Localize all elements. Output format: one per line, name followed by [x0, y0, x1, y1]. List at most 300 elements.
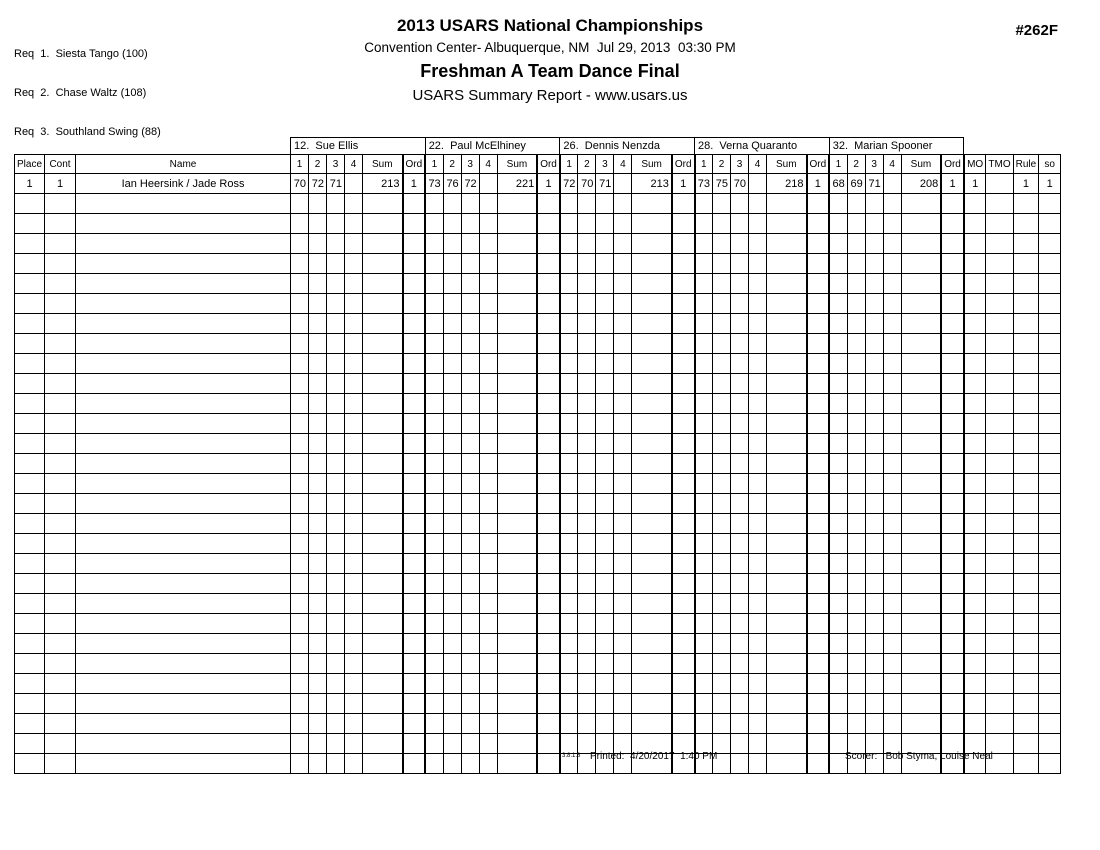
- tmo-cell: [986, 574, 1013, 594]
- score-cell: [829, 554, 847, 574]
- score-cell: [443, 654, 461, 674]
- score-cell: [829, 294, 847, 314]
- sum-cell: [363, 374, 403, 394]
- sum-cell: [767, 194, 807, 214]
- score-cell: [713, 434, 731, 454]
- place-cell: [15, 194, 45, 214]
- score-cell: [695, 474, 713, 494]
- cont-cell: [45, 274, 76, 294]
- sum-cell: [497, 394, 537, 414]
- score-cell: [614, 414, 632, 434]
- sum-cell: [767, 434, 807, 454]
- name-cell: [76, 474, 291, 494]
- sum-cell: [497, 414, 537, 434]
- sum-cell: [363, 554, 403, 574]
- score-cell: [614, 434, 632, 454]
- ord-cell: [672, 474, 695, 494]
- score-cell: [749, 194, 767, 214]
- score-cell: [695, 534, 713, 554]
- cont-cell: [45, 534, 76, 554]
- score-cell: [731, 254, 749, 274]
- empty-row: [15, 554, 1061, 574]
- score-cell: [461, 574, 479, 594]
- so-cell: [1039, 394, 1061, 414]
- sum-cell: [901, 594, 941, 614]
- score-cell: [578, 214, 596, 234]
- score-cell: [829, 274, 847, 294]
- score-cell: [327, 234, 345, 254]
- sum-cell: [363, 634, 403, 654]
- score-cell: [578, 254, 596, 274]
- rule-cell: [1013, 494, 1039, 514]
- ord-cell: [807, 374, 830, 394]
- score-cell: [291, 694, 309, 714]
- sum-cell: [901, 574, 941, 594]
- column-header: 3: [327, 155, 345, 174]
- score-cell: [479, 214, 497, 234]
- score-cell: [713, 514, 731, 534]
- place-cell: [15, 434, 45, 454]
- score-cell: [596, 674, 614, 694]
- score-cell: [443, 434, 461, 454]
- column-header: 4: [749, 155, 767, 174]
- tmo-cell: [986, 374, 1013, 394]
- ord-cell: [672, 614, 695, 634]
- score-cell: [829, 494, 847, 514]
- score-cell: [560, 254, 578, 274]
- score-cell: [713, 534, 731, 554]
- score-cell: [425, 714, 443, 734]
- score-cell: [425, 674, 443, 694]
- score-cell: [596, 474, 614, 494]
- score-cell: [309, 334, 327, 354]
- score-cell: [614, 574, 632, 594]
- ord-cell: [672, 294, 695, 314]
- score-cell: [865, 714, 883, 734]
- score-cell: [865, 474, 883, 494]
- sum-cell: 221: [497, 174, 537, 194]
- score-cell: [425, 314, 443, 334]
- empty-row: [15, 434, 1061, 454]
- score-cell: [443, 514, 461, 534]
- column-header: Place: [15, 155, 45, 174]
- score-cell: [461, 594, 479, 614]
- score-cell: [695, 274, 713, 294]
- score-cell: [883, 274, 901, 294]
- score-cell: [596, 254, 614, 274]
- score-cell: [829, 634, 847, 654]
- sum-cell: [632, 514, 672, 534]
- sum-cell: 208: [901, 174, 941, 194]
- score-cell: [713, 334, 731, 354]
- rule-cell: [1013, 454, 1039, 474]
- ord-cell: [941, 214, 964, 234]
- column-header: 1: [560, 155, 578, 174]
- requirement-line-2: Req 2. Chase Waltz (108): [14, 87, 147, 99]
- score-cell: [461, 474, 479, 494]
- ord-cell: [807, 474, 830, 494]
- sum-cell: [901, 294, 941, 314]
- ord-cell: [807, 554, 830, 574]
- sum-cell: [767, 234, 807, 254]
- cont-cell: [45, 234, 76, 254]
- score-cell: [425, 194, 443, 214]
- column-header: 1: [829, 155, 847, 174]
- cont-cell: [45, 474, 76, 494]
- score-cell: [291, 354, 309, 374]
- score-cell: [578, 454, 596, 474]
- score-cell: [829, 394, 847, 414]
- score-cell: [614, 394, 632, 414]
- score-cell: [596, 654, 614, 674]
- ord-cell: [807, 314, 830, 334]
- score-cell: [847, 574, 865, 594]
- empty-row: [15, 214, 1061, 234]
- score-cell: [425, 554, 443, 574]
- mo-cell: [964, 634, 986, 654]
- sum-cell: [363, 314, 403, 334]
- ord-cell: 1: [941, 174, 964, 194]
- sum-cell: [632, 454, 672, 474]
- score-cell: [731, 414, 749, 434]
- ord-cell: [807, 614, 830, 634]
- score-cell: [847, 594, 865, 614]
- sum-cell: [632, 374, 672, 394]
- score-cell: [345, 254, 363, 274]
- score-cell: [560, 494, 578, 514]
- sum-cell: [632, 274, 672, 294]
- score-cell: [749, 494, 767, 514]
- mo-cell: [964, 494, 986, 514]
- score-cell: [479, 714, 497, 734]
- score-cell: [309, 234, 327, 254]
- score-cell: [479, 394, 497, 414]
- score-cell: [731, 314, 749, 334]
- sum-cell: [632, 254, 672, 274]
- tmo-cell: [986, 454, 1013, 474]
- sum-cell: [497, 674, 537, 694]
- score-cell: [614, 474, 632, 494]
- sum-cell: [632, 354, 672, 374]
- sum-cell: 213: [363, 174, 403, 194]
- column-header: Ord: [537, 155, 560, 174]
- tmo-cell: [986, 234, 1013, 254]
- ord-cell: [941, 394, 964, 414]
- ord-cell: [672, 334, 695, 354]
- score-cell: [479, 294, 497, 314]
- column-header: 4: [883, 155, 901, 174]
- empty-row: [15, 414, 1061, 434]
- sum-cell: [363, 514, 403, 534]
- sum-cell: [363, 474, 403, 494]
- score-cell: [847, 654, 865, 674]
- score-cell: [309, 594, 327, 614]
- score-cell: [345, 374, 363, 394]
- score-cell: [829, 574, 847, 594]
- ord-cell: [807, 294, 830, 314]
- score-cell: [731, 214, 749, 234]
- sum-cell: [363, 434, 403, 454]
- score-cell: [865, 494, 883, 514]
- empty-row: [15, 234, 1061, 254]
- ord-cell: [672, 554, 695, 574]
- requirement-line-1: Req 1. Siesta Tango (100): [14, 48, 148, 60]
- ord-cell: [941, 194, 964, 214]
- score-cell: [461, 614, 479, 634]
- score-cell: [883, 234, 901, 254]
- score-cell: [309, 374, 327, 394]
- ord-cell: 1: [537, 174, 560, 194]
- ord-cell: [941, 234, 964, 254]
- ord-cell: [941, 574, 964, 594]
- ord-cell: [672, 274, 695, 294]
- sum-cell: [632, 614, 672, 634]
- score-cell: [731, 434, 749, 454]
- score-cell: [461, 434, 479, 454]
- score-cell: [345, 494, 363, 514]
- rule-cell: [1013, 294, 1039, 314]
- score-cell: [443, 574, 461, 594]
- score-cell: [345, 274, 363, 294]
- score-cell: [713, 614, 731, 634]
- score-cell: [695, 194, 713, 214]
- ord-cell: [537, 414, 560, 434]
- sum-cell: [363, 614, 403, 634]
- score-cell: [560, 574, 578, 594]
- place-cell: [15, 614, 45, 634]
- tmo-cell: [986, 434, 1013, 454]
- sum-cell: [363, 674, 403, 694]
- cont-cell: [45, 494, 76, 514]
- score-cell: [749, 574, 767, 594]
- scorer-names: Scorer: Bob Styma, Louise Neal: [845, 751, 993, 762]
- sum-cell: [901, 394, 941, 414]
- score-cell: [479, 354, 497, 374]
- so-cell: [1039, 334, 1061, 354]
- score-cell: [291, 314, 309, 334]
- sum-cell: [363, 334, 403, 354]
- score-cell: [345, 194, 363, 214]
- score-cell: [309, 534, 327, 554]
- tmo-cell: [986, 514, 1013, 534]
- score-cell: [829, 534, 847, 554]
- sum-cell: [767, 634, 807, 654]
- score-cell: [461, 414, 479, 434]
- score-cell: [345, 554, 363, 574]
- score-cell: [713, 554, 731, 574]
- score-cell: [749, 654, 767, 674]
- score-cell: [479, 274, 497, 294]
- sum-cell: [497, 614, 537, 634]
- sum-cell: [632, 694, 672, 714]
- sum-cell: [497, 274, 537, 294]
- score-cell: [479, 474, 497, 494]
- score-cell: [731, 554, 749, 574]
- score-cell: [443, 414, 461, 434]
- ord-cell: [941, 294, 964, 314]
- score-cell: [443, 214, 461, 234]
- score-cell: [443, 614, 461, 634]
- name-cell: [76, 394, 291, 414]
- column-header: 1: [695, 155, 713, 174]
- score-cell: [829, 414, 847, 434]
- score-cell: [578, 614, 596, 634]
- score-cell: [596, 294, 614, 314]
- so-cell: [1039, 714, 1061, 734]
- ord-cell: [672, 314, 695, 334]
- score-cell: [309, 394, 327, 414]
- name-cell: [76, 614, 291, 634]
- sum-cell: [901, 274, 941, 294]
- score-cell: [425, 374, 443, 394]
- column-header: 4: [479, 155, 497, 174]
- cont-cell: [45, 214, 76, 234]
- ord-cell: [941, 534, 964, 554]
- sum-cell: 213: [632, 174, 672, 194]
- tmo-cell: [986, 334, 1013, 354]
- ord-cell: [941, 594, 964, 614]
- score-cell: [749, 254, 767, 274]
- score-cell: [614, 174, 632, 194]
- mo-cell: [964, 574, 986, 594]
- score-cell: [596, 434, 614, 454]
- tmo-cell: [986, 414, 1013, 434]
- ord-cell: [403, 454, 426, 474]
- column-header: 3: [461, 155, 479, 174]
- score-cell: [596, 594, 614, 614]
- empty-row: [15, 514, 1061, 534]
- score-cell: [443, 594, 461, 614]
- ord-cell: [403, 194, 426, 214]
- score-cell: [560, 634, 578, 654]
- so-cell: [1039, 214, 1061, 234]
- sum-cell: [363, 714, 403, 734]
- ord-cell: [941, 674, 964, 694]
- score-cell: [829, 194, 847, 214]
- score-cell: [479, 614, 497, 634]
- score-cell: [596, 694, 614, 714]
- score-cell: [578, 674, 596, 694]
- cont-cell: [45, 374, 76, 394]
- sum-cell: [363, 394, 403, 414]
- ord-cell: [672, 654, 695, 674]
- tmo-cell: [986, 354, 1013, 374]
- score-cell: [695, 634, 713, 654]
- empty-row: [15, 274, 1061, 294]
- score-cell: [829, 714, 847, 734]
- score-cell: [309, 654, 327, 674]
- score-cell: [327, 534, 345, 554]
- column-header: Sum: [363, 155, 403, 174]
- ord-cell: [941, 514, 964, 534]
- sum-cell: [767, 254, 807, 274]
- score-cell: [443, 334, 461, 354]
- score-cell: [291, 514, 309, 534]
- score-cell: [883, 334, 901, 354]
- score-cell: [829, 474, 847, 494]
- sum-cell: [767, 414, 807, 434]
- score-cell: [578, 574, 596, 594]
- score-cell: [749, 514, 767, 534]
- sum-cell: [497, 714, 537, 734]
- sum-cell: [363, 654, 403, 674]
- score-cell: [865, 554, 883, 574]
- empty-row: [15, 614, 1061, 634]
- score-cell: [443, 234, 461, 254]
- ord-cell: [537, 314, 560, 334]
- score-cell: [327, 274, 345, 294]
- score-cell: [596, 494, 614, 514]
- score-cell: [695, 614, 713, 634]
- so-cell: [1039, 454, 1061, 474]
- score-cell: [291, 394, 309, 414]
- ord-cell: [807, 714, 830, 734]
- event-number: #262F: [1015, 22, 1058, 39]
- score-cell: [479, 574, 497, 594]
- score-cell: [461, 454, 479, 474]
- score-cell: [327, 374, 345, 394]
- cont-cell: [45, 334, 76, 354]
- ord-cell: [403, 254, 426, 274]
- ord-cell: [807, 334, 830, 354]
- so-cell: [1039, 574, 1061, 594]
- score-cell: [443, 314, 461, 334]
- ord-cell: [807, 394, 830, 414]
- score-cell: [309, 214, 327, 234]
- score-cell: [560, 434, 578, 454]
- ord-cell: [672, 494, 695, 514]
- ord-cell: [403, 634, 426, 654]
- score-cell: [614, 534, 632, 554]
- score-cell: [883, 674, 901, 694]
- ord-cell: [807, 434, 830, 454]
- printed-timestamp: Printed: 4/20/2017 1:40 PM: [590, 751, 718, 762]
- ord-cell: [537, 554, 560, 574]
- score-cell: [345, 654, 363, 674]
- column-header: 1: [425, 155, 443, 174]
- score-cell: [614, 374, 632, 394]
- empty-row: [15, 354, 1061, 374]
- empty-row: [15, 574, 1061, 594]
- rule-cell: [1013, 314, 1039, 334]
- score-cell: [614, 634, 632, 654]
- score-cell: [461, 654, 479, 674]
- score-cell: [731, 294, 749, 314]
- score-cell: 72: [560, 174, 578, 194]
- score-cell: [479, 494, 497, 514]
- score-cell: [345, 434, 363, 454]
- score-cell: [695, 454, 713, 474]
- score-cell: [847, 474, 865, 494]
- score-cell: [865, 214, 883, 234]
- ord-cell: [941, 634, 964, 654]
- ord-cell: [537, 374, 560, 394]
- tmo-cell: [986, 294, 1013, 314]
- score-cell: [614, 674, 632, 694]
- score-cell: [443, 474, 461, 494]
- score-cell: [327, 574, 345, 594]
- score-cell: [327, 514, 345, 534]
- score-cell: [883, 254, 901, 274]
- so-cell: [1039, 494, 1061, 514]
- empty-row: [15, 694, 1061, 714]
- mo-cell: [964, 354, 986, 374]
- so-cell: [1039, 354, 1061, 374]
- score-cell: [695, 234, 713, 254]
- score-cell: [327, 614, 345, 634]
- score-cell: [479, 254, 497, 274]
- score-cell: [731, 674, 749, 694]
